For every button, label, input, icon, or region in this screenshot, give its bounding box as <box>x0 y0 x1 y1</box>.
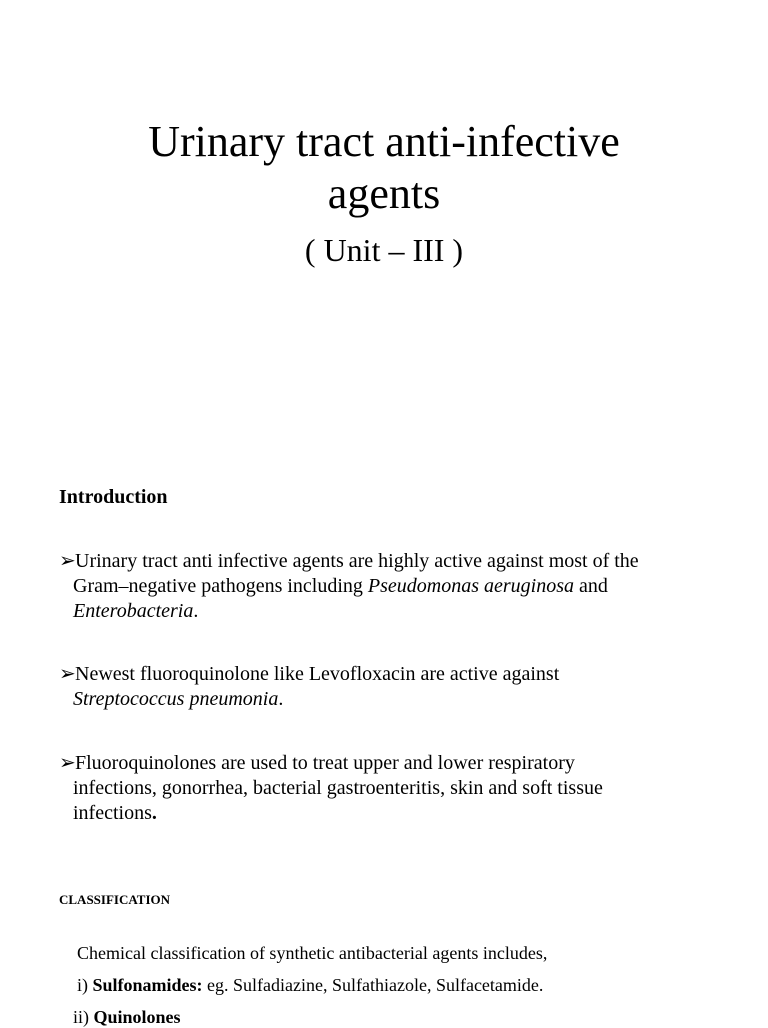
bullet-1-organism-enterobacteria: Enterobacteria <box>73 600 194 622</box>
bullet-2-organism-streptococcus: Streptococcus pneumonia <box>73 688 279 710</box>
intro-bullet-1 <box>59 549 749 624</box>
unit-subtitle: ( Unit – III ) <box>304 232 464 268</box>
classification-heading: CLASSIFICATION <box>59 892 171 907</box>
bullet-1-line-2-text: Gram–negative pathogens including <box>73 575 368 597</box>
document-title <box>0 116 768 220</box>
bullet-3-line-3-text: infections <box>73 802 152 824</box>
bullet-arrow-icon: ➢ <box>59 752 76 774</box>
introduction-heading: Introduction <box>59 486 168 508</box>
bullet-1-line-1: Urinary tract anti infective agents are highly active against most of the <box>75 550 639 572</box>
item-number: ii) <box>73 1007 94 1027</box>
bullet-1-line-2 <box>59 574 749 599</box>
item-label: Sulfonamides: <box>92 975 203 995</box>
classification-intro: Chemical classification of synthetic antibacterial agents includes, <box>77 943 548 963</box>
bullet-3-line-2: infections, gonorrhea, bacterial gastroenteritis, skin and soft tissue <box>73 777 603 799</box>
intro-bullet-2 <box>59 662 749 712</box>
item-text: eg. Sulfadiazine, Sulfathiazole, Sulfacetamide. <box>202 975 544 995</box>
item-label: Quinolones <box>93 1007 181 1027</box>
bullet-3-line-3-end: . <box>151 802 157 824</box>
bullet-2-line-2 <box>59 687 749 712</box>
bullet-2-line-2-end: . <box>278 688 284 710</box>
classification-item-sulfonamides <box>77 974 543 996</box>
bullet-1-line-3 <box>59 599 749 624</box>
bullet-1-line-2-end: and <box>574 575 608 597</box>
intro-bullet-3 <box>59 751 749 826</box>
item-number: i) <box>77 975 93 995</box>
bullet-3-line-1: Fluoroquinolones are used to treat upper and lower respiratory <box>75 752 575 774</box>
bullet-1-organism-pseudomonas: Pseudomonas aeruginosa <box>367 575 575 597</box>
bullet-3-line-3 <box>59 801 749 826</box>
bullet-2-line-1: Newest fluoroquinolone like Levofloxacin are active against <box>75 663 560 685</box>
title-line-2: agents <box>327 169 441 218</box>
bullet-arrow-icon: ➢ <box>59 663 76 685</box>
bullet-1-line-3-end: . <box>193 600 199 622</box>
title-line-1: Urinary tract anti-infective <box>148 117 620 166</box>
bullet-arrow-icon: ➢ <box>59 550 76 572</box>
classification-item-quinolones <box>73 1006 181 1028</box>
